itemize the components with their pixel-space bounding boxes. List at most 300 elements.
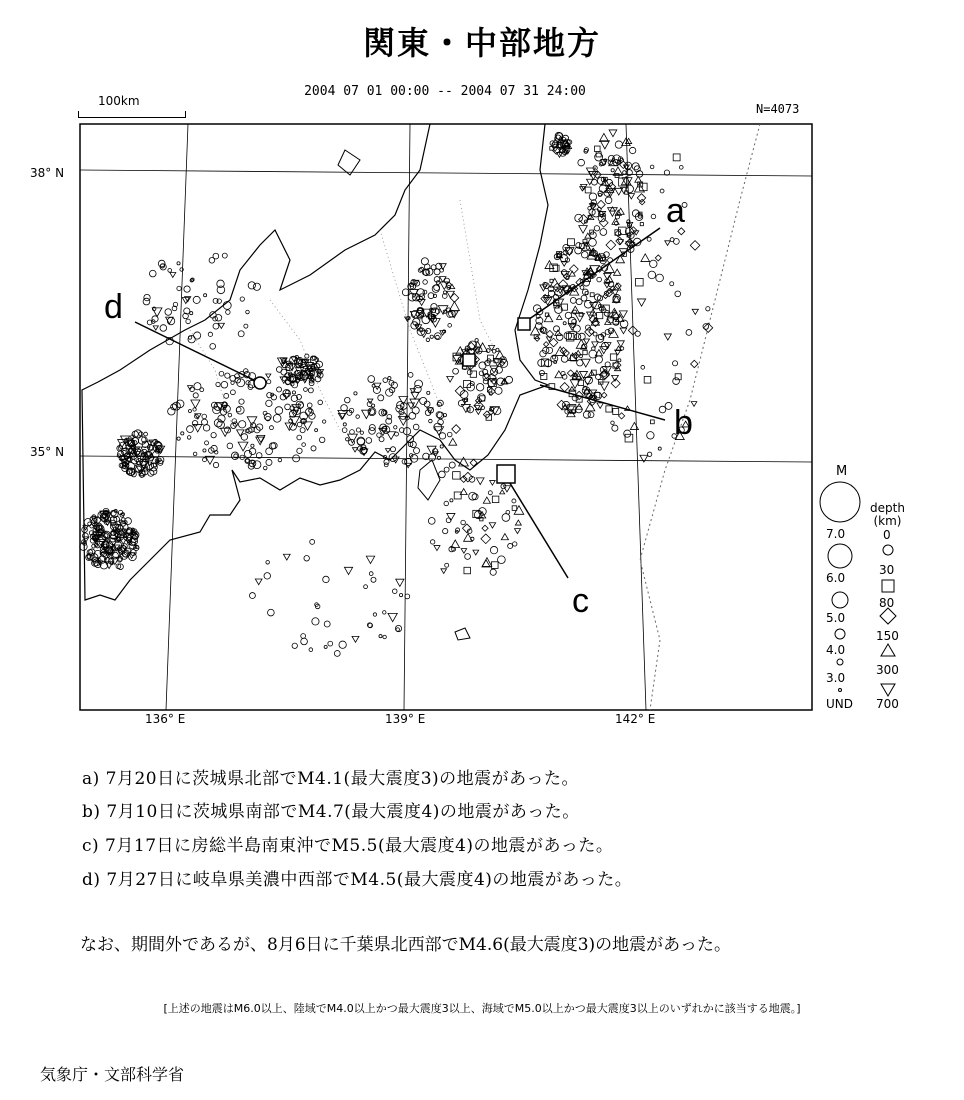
event-marker — [379, 437, 384, 442]
event-marker — [449, 462, 455, 468]
event-marker — [221, 381, 228, 388]
event-marker — [603, 293, 608, 298]
event-marker — [514, 529, 520, 534]
event-marker — [624, 430, 631, 437]
event-marker — [411, 392, 419, 399]
event-marker — [429, 419, 432, 422]
event-marker — [461, 520, 466, 525]
event-marker — [636, 278, 644, 286]
event-marker — [246, 310, 250, 314]
event-marker — [278, 458, 282, 462]
event-marker — [581, 295, 587, 301]
lon-label-139: 139° E — [385, 712, 426, 726]
event-marker — [544, 342, 549, 347]
event-marker — [383, 611, 386, 614]
event-marker — [188, 410, 191, 413]
event-marker — [266, 459, 272, 465]
event-marker — [569, 271, 575, 276]
event-marker — [497, 378, 505, 386]
event-marker — [658, 447, 661, 450]
event-marker — [692, 309, 698, 314]
event-marker — [570, 297, 576, 303]
event-marker — [187, 426, 194, 433]
event-marker — [225, 373, 230, 378]
event-marker — [637, 194, 646, 203]
event-marker — [500, 490, 505, 494]
event-marker — [192, 420, 198, 426]
event-marker — [385, 449, 390, 453]
event-marker — [213, 462, 218, 467]
event-markers — [80, 130, 713, 656]
event-marker — [492, 496, 499, 503]
event-marker — [322, 420, 325, 423]
event-marker — [650, 420, 654, 424]
event-marker — [432, 285, 439, 292]
event-marker — [630, 422, 638, 429]
event-marker — [420, 329, 423, 332]
event-marker — [623, 171, 627, 175]
event-marker — [450, 499, 453, 502]
event-marker — [378, 395, 384, 401]
event-marker — [428, 518, 435, 525]
graticule-lon-136 — [166, 124, 188, 710]
event-marker — [488, 491, 492, 495]
event-marker — [255, 579, 262, 585]
event-marker — [686, 330, 692, 336]
event-marker — [641, 365, 645, 369]
event-marker — [236, 407, 241, 412]
event-marker — [599, 218, 608, 227]
event-marker — [213, 253, 219, 259]
event-marker — [383, 378, 388, 383]
event-marker — [490, 569, 496, 575]
event-marker — [491, 562, 498, 569]
event-marker — [515, 520, 521, 525]
event-marker — [556, 334, 563, 341]
event-marker — [489, 523, 495, 528]
event-marker — [640, 223, 643, 226]
event-marker — [319, 437, 325, 443]
event-marker — [596, 374, 601, 379]
event-marker — [475, 339, 478, 342]
event-marker — [567, 239, 574, 246]
event-marker — [599, 382, 609, 391]
event-marker — [266, 400, 272, 406]
event-d-marker — [254, 377, 266, 389]
event-marker — [475, 347, 482, 354]
event-marker — [453, 368, 459, 374]
event-marker — [444, 467, 449, 472]
event-marker — [238, 331, 244, 337]
legend-depth-diamond — [880, 608, 896, 624]
legend-mag-5 — [832, 592, 848, 608]
event-marker — [213, 323, 219, 329]
event-marker — [619, 311, 627, 318]
lat-label-38: 38° N — [30, 166, 65, 180]
event-marker — [275, 407, 283, 415]
event-marker — [217, 286, 225, 294]
legend-mag-label: 3.0 — [826, 671, 846, 685]
event-marker — [637, 299, 645, 306]
coastline-island — [455, 628, 470, 640]
page-title: 関東・中部地方 — [362, 24, 601, 62]
event-marker — [324, 645, 327, 648]
event-marker — [611, 169, 614, 172]
note-a: a) 7月20日に茨城県北部でM4.1(最大震度3)の地震があった。 — [82, 769, 579, 789]
event-marker — [656, 274, 664, 282]
event-marker — [292, 391, 295, 394]
event-marker — [589, 239, 597, 247]
event-marker — [703, 324, 709, 330]
event-marker — [691, 360, 698, 367]
event-marker — [476, 383, 483, 390]
event-marker — [561, 356, 568, 363]
event-marker — [618, 359, 621, 362]
event-marker — [561, 270, 567, 276]
event-marker — [599, 133, 608, 141]
event-marker — [545, 360, 552, 367]
event-marker — [614, 269, 621, 275]
event-marker — [219, 371, 224, 376]
event-marker — [557, 315, 563, 320]
event-marker — [224, 393, 229, 398]
event-marker — [354, 392, 357, 395]
legend-depth-title-2: (km) — [873, 514, 902, 528]
event-marker — [476, 478, 484, 485]
event-marker — [490, 546, 497, 553]
footer-credit: 気象庁・文部科学省 — [40, 1065, 185, 1084]
event-marker — [597, 277, 602, 282]
event-marker — [647, 452, 651, 456]
legend-mag-und — [839, 689, 842, 692]
event-marker — [390, 447, 395, 452]
event-marker — [585, 187, 591, 193]
event-marker — [177, 437, 180, 440]
event-marker — [227, 443, 233, 449]
legend-mag-6 — [828, 544, 852, 568]
event-marker — [302, 443, 306, 447]
event-marker — [273, 415, 281, 423]
event-marker — [251, 444, 254, 447]
event-marker — [481, 406, 484, 409]
event-marker — [636, 171, 643, 178]
event-marker — [216, 382, 220, 386]
event-marker — [414, 448, 420, 454]
legend-depth-triangle — [881, 644, 895, 656]
event-marker — [595, 146, 601, 152]
event-marker — [283, 554, 290, 560]
event-marker — [434, 546, 440, 551]
event-marker — [427, 446, 436, 454]
event-marker — [301, 638, 308, 645]
event-marker — [482, 525, 488, 531]
event-marker — [388, 613, 397, 621]
event-marker — [243, 369, 248, 374]
event-marker — [596, 152, 601, 157]
legend-magnitude-title: M — [836, 464, 848, 479]
callout-a: a — [666, 192, 685, 230]
map-frame — [80, 124, 812, 710]
event-marker — [690, 241, 700, 251]
event-marker — [495, 351, 504, 359]
leader-c — [505, 475, 568, 578]
event-marker — [512, 506, 517, 511]
legend-mag-label: UND — [826, 697, 853, 711]
event-b-marker — [463, 354, 475, 366]
event-marker — [193, 393, 198, 398]
event-marker — [602, 342, 609, 349]
event-marker — [635, 331, 640, 336]
event-marker — [423, 280, 428, 285]
event-marker — [563, 322, 566, 325]
event-marker — [356, 428, 360, 432]
event-marker — [498, 556, 506, 564]
event-marker — [588, 412, 594, 418]
event-marker — [647, 432, 654, 439]
graticule-lat-38 — [80, 170, 812, 176]
event-marker — [345, 397, 351, 403]
event-marker — [248, 282, 255, 289]
legend-mag-label: 6.0 — [826, 571, 846, 585]
event-marker — [612, 425, 618, 431]
event-marker — [605, 330, 610, 335]
criteria-note: [上述の地震はM6.0以上、陸域でM4.0以上かつ最大震度3以上、海域でM5.0以上かつ最大震度3以上のいずれかに該当する地震。] — [163, 1002, 801, 1015]
event-marker — [415, 380, 423, 388]
event-marker — [513, 542, 517, 546]
legend-mag-4 — [835, 629, 845, 639]
event-marker — [366, 556, 374, 563]
event-marker — [535, 323, 542, 330]
event-marker — [396, 579, 404, 586]
legend-depth-circle — [883, 545, 893, 555]
event-marker — [640, 455, 648, 462]
event-marker — [706, 307, 710, 311]
event-marker — [539, 370, 544, 375]
event-marker — [399, 593, 402, 596]
event-marker — [149, 270, 156, 277]
event-marker — [408, 372, 413, 377]
note-extra: なお、期間外であるが、8月6日に千葉県北西部でM4.6(最大震度3)の地震があった。 — [80, 935, 731, 955]
event-marker — [575, 214, 583, 222]
event-marker — [191, 400, 200, 408]
graticule-lon-142 — [626, 124, 646, 710]
event-marker — [228, 413, 232, 417]
event-marker — [310, 539, 315, 544]
event-marker — [202, 419, 208, 425]
event-marker — [346, 438, 349, 441]
event-marker — [349, 439, 355, 445]
event-marker — [249, 593, 255, 599]
event-marker — [371, 577, 376, 582]
event-marker — [342, 428, 347, 433]
legend-depth-label: 150 — [876, 629, 899, 643]
event-marker — [309, 648, 313, 652]
event-marker — [318, 400, 323, 405]
event-marker — [439, 471, 446, 478]
event-marker — [144, 432, 148, 436]
event-marker — [595, 356, 602, 363]
event-marker — [464, 567, 470, 573]
event-marker — [673, 154, 680, 161]
event-marker — [440, 445, 443, 448]
event-marker — [496, 348, 499, 351]
event-marker — [312, 618, 319, 625]
event-marker — [285, 404, 291, 410]
event-marker — [308, 388, 313, 393]
event-marker — [202, 414, 207, 419]
event-marker — [405, 594, 410, 599]
event-marker — [581, 251, 588, 258]
event-marker — [605, 197, 612, 204]
lon-label-136: 136° E — [145, 712, 186, 726]
event-marker — [366, 438, 372, 444]
event-marker — [190, 279, 193, 282]
event-marker — [352, 636, 359, 642]
event-marker — [501, 534, 508, 540]
event-marker — [600, 229, 607, 236]
event-marker — [552, 356, 555, 359]
event-marker — [578, 159, 585, 166]
legend-depth-title — [870, 502, 905, 528]
event-marker — [502, 514, 510, 522]
event-marker — [383, 635, 386, 638]
event-marker — [648, 271, 656, 279]
event-marker — [675, 291, 681, 297]
event-marker — [324, 621, 330, 627]
event-marker — [650, 165, 654, 169]
event-marker — [203, 449, 206, 452]
event-marker — [392, 589, 397, 594]
coastline-izu — [418, 460, 440, 500]
event-marker — [194, 332, 201, 339]
event-marker — [334, 651, 340, 657]
event-marker — [625, 434, 633, 442]
event-marker — [579, 226, 588, 234]
event-marker — [267, 380, 271, 384]
event-marker — [670, 282, 674, 286]
event-marker — [239, 399, 244, 404]
event-marker — [210, 343, 216, 349]
callout-leader-lines — [135, 228, 665, 578]
prefecture-boundaries — [190, 200, 500, 450]
event-marker — [88, 522, 92, 526]
event-marker — [82, 533, 88, 539]
event-marker — [600, 141, 609, 149]
event-marker — [304, 388, 308, 392]
event-marker — [644, 376, 651, 383]
event-marker — [311, 446, 316, 451]
event-marker — [177, 286, 181, 290]
legend-mag-label: 5.0 — [826, 611, 846, 625]
event-marker — [328, 641, 333, 646]
legend-depth-title-1: depth — [870, 501, 905, 515]
event-marker — [665, 402, 672, 409]
event-marker — [388, 377, 391, 380]
event-marker — [203, 425, 209, 431]
event-marker — [211, 432, 216, 437]
coastline-honshu — [82, 124, 548, 600]
note-c: c) 7月17日に房総半島南東沖でM5.5(最大震度4)の地震があった。 — [82, 836, 614, 856]
lon-label-142: 142° E — [615, 712, 656, 726]
event-marker — [427, 391, 430, 394]
event-marker — [575, 334, 581, 340]
event-marker — [277, 387, 282, 392]
event-marker — [193, 452, 197, 456]
event-marker — [495, 387, 502, 394]
event-marker — [143, 298, 150, 305]
event-marker — [300, 428, 305, 433]
event-marker — [431, 265, 436, 270]
event-marker — [160, 325, 167, 332]
event-marker — [344, 567, 352, 574]
event-marker — [356, 415, 360, 419]
event-marker — [447, 432, 452, 437]
legend-depth-square — [882, 580, 894, 592]
event-marker — [263, 466, 267, 470]
event-marker — [659, 406, 666, 413]
event-marker — [350, 430, 355, 435]
note-b: b) 7月10日に茨城県南部でM4.7(最大震度4)の地震があった。 — [82, 802, 580, 822]
event-marker — [430, 335, 433, 338]
event-marker — [647, 237, 651, 241]
legend-depth-label: 80 — [879, 596, 895, 610]
legend-mag-7 — [820, 482, 860, 522]
event-marker — [246, 459, 250, 463]
event-marker — [481, 534, 491, 544]
event-marker — [426, 338, 430, 342]
callout-d: d — [104, 288, 123, 326]
event-marker — [170, 273, 176, 278]
event-marker — [479, 362, 486, 369]
event-marker — [453, 472, 460, 479]
event-marker — [629, 147, 635, 153]
event-marker — [447, 376, 454, 382]
event-marker — [583, 350, 587, 354]
event-c-marker — [497, 465, 515, 483]
event-marker — [244, 324, 248, 328]
event-marker — [467, 370, 472, 375]
event-marker — [165, 309, 172, 316]
event-marker — [291, 357, 297, 362]
event-marker — [268, 609, 275, 616]
event-marker — [266, 374, 271, 378]
event-marker — [562, 401, 570, 409]
event-marker — [617, 208, 624, 214]
event-marker — [368, 376, 375, 383]
event-marker — [650, 260, 657, 267]
event-marker — [445, 563, 449, 567]
event-marker — [590, 303, 598, 310]
event-marker — [410, 399, 420, 408]
event-marker — [441, 569, 447, 574]
note-d: d) 7月27日に岐阜県美濃中西部でM4.5(最大震度4)の地震があった。 — [82, 870, 633, 890]
legend-depth-label: 0 — [883, 528, 891, 542]
event-a-marker — [518, 318, 530, 330]
event-marker — [394, 426, 397, 429]
event-marker — [483, 497, 490, 503]
event-marker — [241, 434, 248, 441]
event-marker — [665, 241, 671, 246]
event-marker — [430, 540, 434, 544]
legend-depth-label: 300 — [876, 663, 899, 677]
coastline-sado — [338, 150, 360, 175]
event-marker — [596, 334, 604, 342]
event-marker — [655, 255, 661, 261]
event-marker — [452, 425, 461, 434]
legend-mag-label: 7.0 — [826, 527, 846, 541]
event-marker — [181, 432, 184, 435]
event-marker — [597, 403, 603, 408]
